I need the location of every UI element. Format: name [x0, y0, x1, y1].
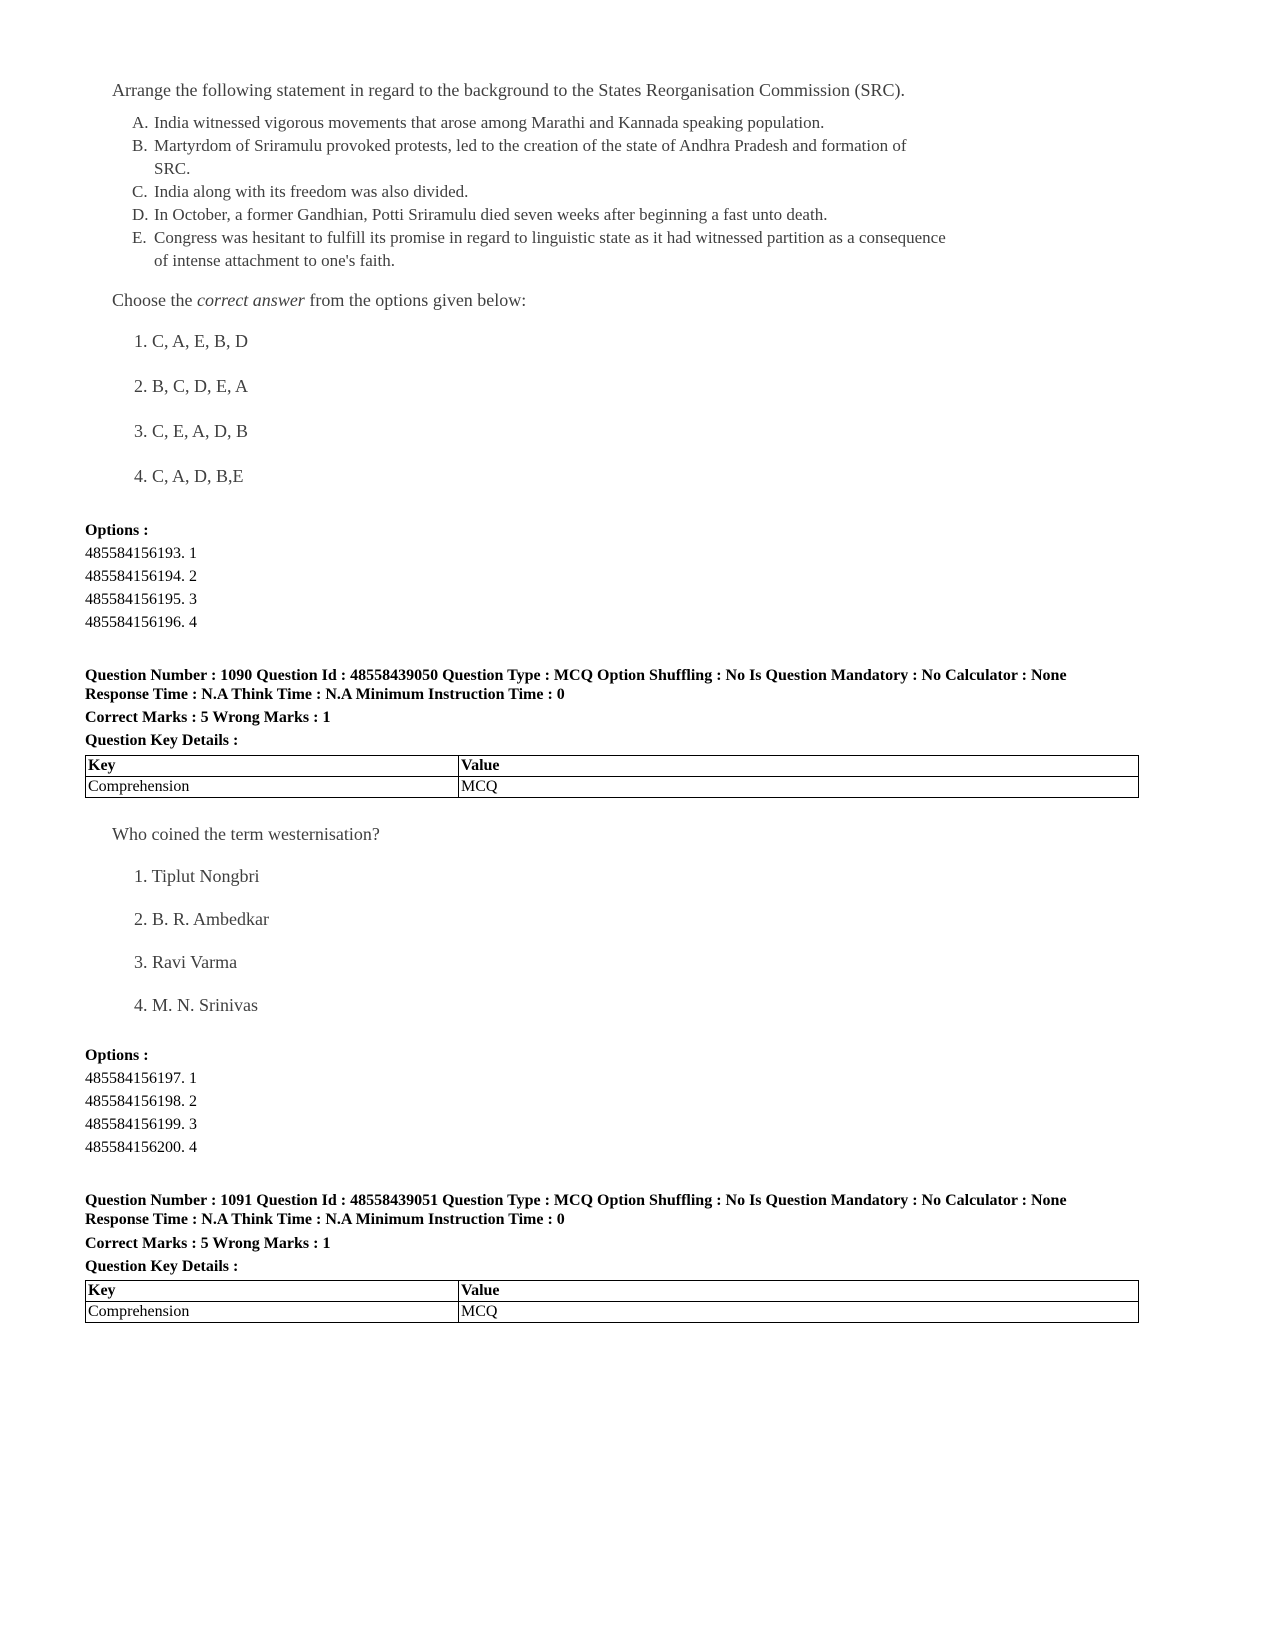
statement-d: D. In October, a former Gandhian, Potti Sriramulu died seven weeks after beginning a fast unto death.	[132, 205, 828, 224]
question-2-options	[85, 1044, 197, 1159]
question-2-meta: Question Number : 1090 Question Id : 48558439050 Question Type : MCQ Option Shuffling : No Is Question Mandatory : No Calculator : None Response Time : N.A Think Time : N.A Minimum Instruction Time : 0	[85, 667, 1067, 703]
question-2-prompt: Who coined the term westernisation?	[112, 824, 380, 844]
statement-a: A. India witnessed vigorous movements that arose among Marathi and Kannada speaking population.	[132, 113, 825, 132]
statement-e: E. Congress was hesitant to fulfill its promise in regard to linguistic state as it had witnessed partition as a consequence of intense attachment to one's faith.	[132, 228, 946, 270]
question-2-key-details-label: Question Key Details :	[85, 732, 239, 749]
answer-4: 4. C, A, D, B,E	[134, 466, 244, 486]
option-row: 485584156198. 2	[85, 1093, 197, 1110]
question-3-marks: Correct Marks : 5 Wrong Marks : 1	[85, 1235, 331, 1252]
option-row: 485584156195. 3	[85, 591, 197, 608]
option-row: 485584156196. 4	[85, 614, 197, 631]
question-1-options	[85, 519, 197, 634]
statement-c: C. India along with its freedom was also divided.	[132, 182, 469, 201]
options-label: Options :	[85, 1047, 149, 1064]
option-row: 485584156194. 2	[85, 568, 197, 585]
option-row: 485584156199. 3	[85, 1116, 197, 1133]
question-3-key-details-label: Question Key Details :	[85, 1258, 239, 1275]
question-1-prompt: Arrange the following statement in regard to the background to the States Reorganisation Commission (SRC).	[112, 80, 906, 100]
option-row: 485584156197. 1	[85, 1070, 197, 1087]
question-3-key-table	[85, 1280, 1139, 1323]
question-1-statements	[112, 111, 972, 272]
choose-instruction: Choose the correct answer from the options given below:	[112, 290, 527, 310]
table-header-row: Key Value	[86, 756, 1139, 777]
table-row: Comprehension MCQ	[86, 1302, 1139, 1323]
answer-2: 2. B, C, D, E, A	[134, 376, 249, 396]
question-3-meta: Question Number : 1091 Question Id : 48558439051 Question Type : MCQ Option Shuffling : No Is Question Mandatory : No Calculator : None Response Time : N.A Think Time : N.A Minimum Instruction Time : 0	[85, 1192, 1067, 1228]
table-row: Comprehension MCQ	[86, 777, 1139, 798]
question-1-answers	[112, 319, 972, 499]
statement-b: B. Martyrdom of Sriramulu provoked protests, led to the creation of the state of Andhra Pradesh and formation of SRC.	[132, 136, 907, 178]
question-2-image	[112, 824, 712, 1027]
answer-2: 2. B. R. Ambedkar	[134, 909, 269, 929]
answer-1: 1. Tiplut Nongbri	[134, 866, 260, 886]
question-2-key-table	[85, 755, 1139, 798]
answer-3: 3. C, E, A, D, B	[134, 421, 249, 441]
options-label: Options :	[85, 522, 149, 539]
question-1-image	[112, 80, 972, 499]
answer-1: 1. C, A, E, B, D	[134, 331, 249, 351]
question-2-answers	[112, 855, 712, 1027]
option-row: 485584156193. 1	[85, 545, 197, 562]
question-2-marks: Correct Marks : 5 Wrong Marks : 1	[85, 709, 331, 726]
table-header-row: Key Value	[86, 1281, 1139, 1302]
option-row: 485584156200. 4	[85, 1139, 197, 1156]
answer-3: 3. Ravi Varma	[134, 952, 238, 972]
answer-4: 4. M. N. Srinivas	[134, 995, 259, 1015]
